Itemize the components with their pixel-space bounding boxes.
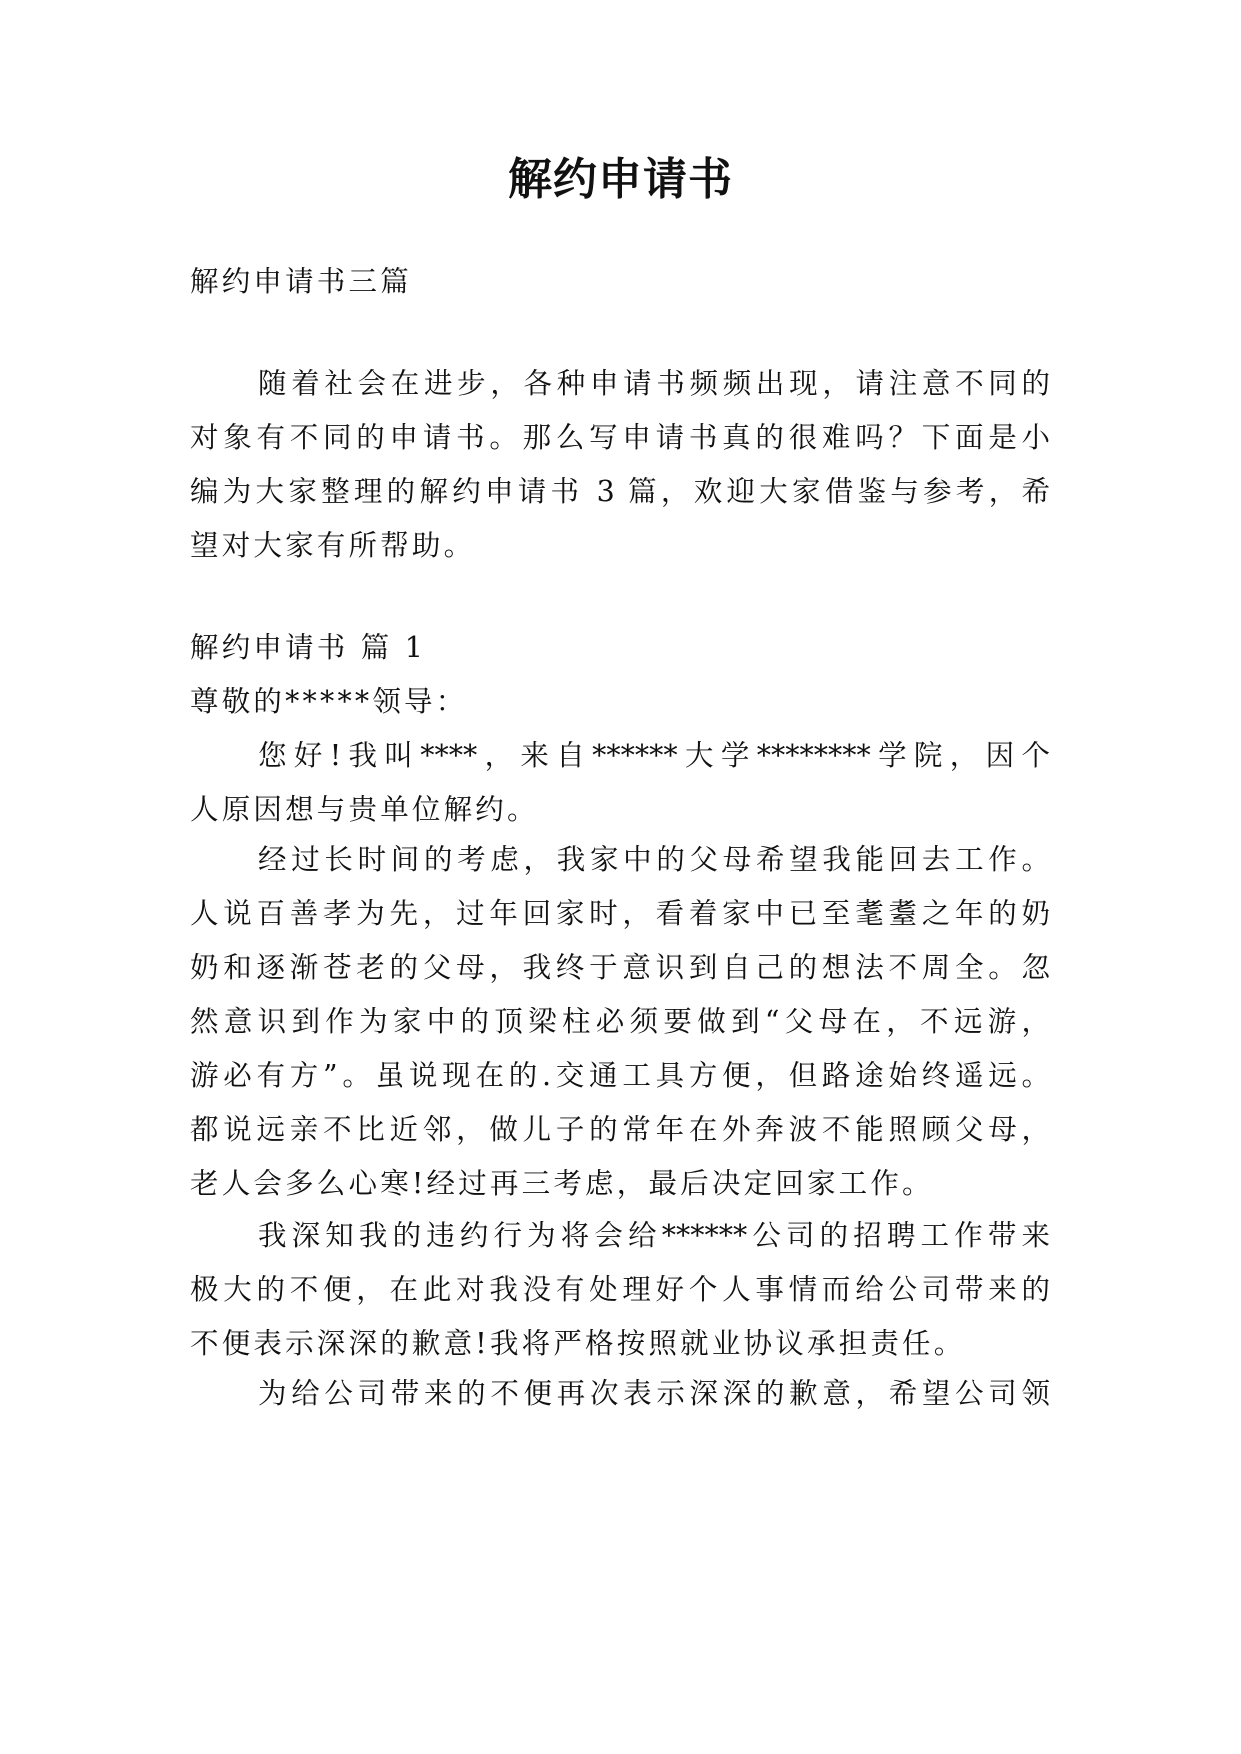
intro-line-3: 编为大家整理的解约申请书 3 篇，欢迎大家借鉴与参考，希 <box>190 475 1050 508</box>
document-title: 解约申请书 <box>508 154 733 205</box>
body-line-12: 不便表示深深的歉意!我将严格按照就业协议承担责任。 <box>190 1327 966 1360</box>
body-line-1: 您好!我叫****，来自******大学********学院，因个 <box>258 739 1050 772</box>
body-line-3: 经过长时间的考虑，我家中的父母希望我能回去工作。 <box>258 843 1050 876</box>
body-line-6: 然意识到作为家中的顶梁柱必须要做到“父母在，不远游， <box>190 1005 1050 1038</box>
body-line-11: 极大的不便，在此对我没有处理好个人事情而给公司带来的 <box>190 1273 1050 1306</box>
body-line-8: 都说远亲不比近邻，做儿子的常年在外奔波不能照顾父母， <box>190 1113 1050 1146</box>
intro-line-4: 望对大家有所帮助。 <box>190 529 476 562</box>
section-heading: 解约申请书 篇 1 <box>190 631 427 664</box>
body-line-4: 人说百善孝为先，过年回家时，看着家中已至耄耋之年的奶 <box>190 897 1050 930</box>
body-line-9: 老人会多么心寒!经过再三考虑，最后决定回家工作。 <box>190 1167 934 1200</box>
body-line-10: 我深知我的违约行为将会给******公司的招聘工作带来 <box>258 1219 1050 1252</box>
salutation: 尊敬的*****领导： <box>190 685 468 718</box>
subtitle: 解约申请书三篇 <box>190 265 412 298</box>
body-line-13: 为给公司带来的不便再次表示深深的歉意，希望公司领 <box>258 1377 1050 1410</box>
body-line-7: 游必有方”。虽说现在的.交通工具方便，但路途始终遥远。 <box>190 1059 1050 1092</box>
body-line-5: 奶和逐渐苍老的父母，我终于意识到自己的想法不周全。忽 <box>190 951 1050 984</box>
body-line-2: 人原因想与贵单位解约。 <box>190 793 539 826</box>
intro-line-2: 对象有不同的申请书。那么写申请书真的很难吗？下面是小 <box>190 421 1050 454</box>
intro-line-1: 随着社会在进步，各种申请书频频出现，请注意不同的 <box>258 367 1050 400</box>
